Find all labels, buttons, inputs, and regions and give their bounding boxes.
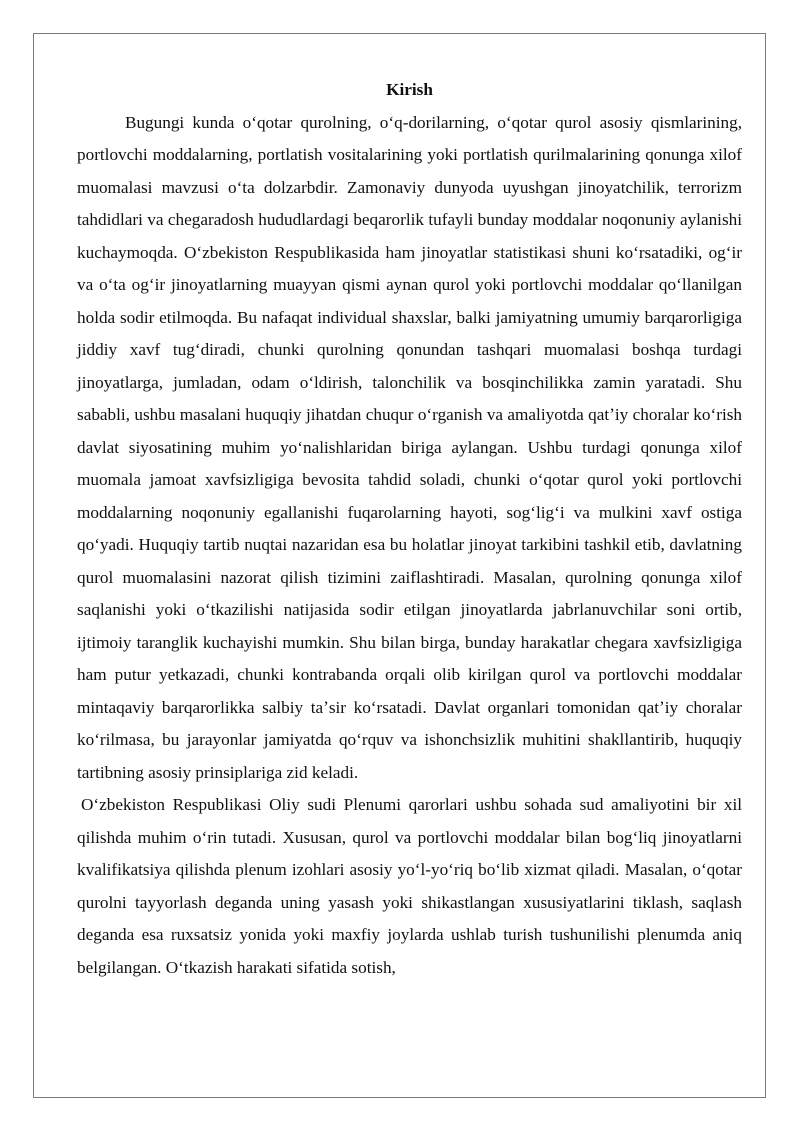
document-body	[77, 74, 742, 984]
section-heading: Kirish	[386, 80, 433, 99]
paragraph-1: Bugungi kunda oʻqotar qurolning, oʻq-dorilarning, oʻqotar qurol asosiy qismlarining, portlovchi moddalarning, portlatish vositalarining yoki portlatish qurilmalarining qonunga xilof muomalasi mavzusi oʻta dolzarbdir. Zamonaviy dunyoda uyushgan jinoyatchilik, terrorizm tahdidlari va chegaradosh hududlardagi beqarorlik tufayli bunday moddalar noqonuniy aylanishi kuchaymoqda. Oʻzbekiston Respublikasida ham jinoyatlar statistikasi shuni koʻrsatadiki, ogʻir va oʻta ogʻir jinoyatlarning muayyan qismi aynan qurol yoki portlovchi moddalar qoʻllanilgan holda sodir etilmoqda. Bu nafaqat individual shaxslar, balki jamiyatning umumiy barqarorligiga jiddiy xavf tugʻdiradi, chunki qurolning qonundan tashqari muomalasi boshqa turdagi jinoyatlarga, jumladan, odam oʻldirish, talonchilik va bosqinchilikka zamin yaratadi. Shu sababli, ushbu masalani huquqiy jihatdan chuqur oʻrganish va amaliyotda qatʼiy choralar koʻrish davlat siyosatining muhim yoʻnalishlaridan biriga aylangan. Ushbu turdagi qonunga xilof muomala jamoat xavfsizligiga bevosita tahdid soladi, chunki oʻqotar qurol yoki portlovchi moddalarning noqonuniy egallanishi fuqarolarning hayoti, sogʻligʻi va mulkini xavf ostiga qoʻyadi. Huquqiy tartib nuqtai nazaridan esa bu holatlar jinoyat tarkibini tashkil etib, davlatning qurol muomalasini nazorat qilish tizimini zaiflashtiradi. Masalan, qurolning qonunga xilof saqlanishi yoki oʻtkazilishi natijasida sodir etilgan jinoyatlarda jabrlanuvchilar soni ortib, ijtimoiy taranglik kuchayishi mumkin. Shu bilan birga, bunday harakatlar chegara xavfsizligiga ham putur yetkazadi, chunki kontrabanda orqali olib kirilgan qurol va portlovchi moddalar mintaqaviy barqarorlikka salbiy taʼsir koʻrsatadi. Davlat organlari tomonidan qatʼiy choralar koʻrilmasa, bu jarayonlar jamiyatda qoʻrquv va ishonchsizlik muhitini shakllantirib, huquqiy tartibning asosiy prinsiplariga zid keladi.	[77, 112, 742, 782]
paragraph-2: Oʻzbekiston Respublikasi Oliy sudi Plenumi qarorlari ushbu sohada sud amaliyotini bir xil qilishda muhim oʻrin tutadi. Xususan, qurol va portlovchi moddalar bilan bogʻliq jinoyatlarni kvalifikatsiya qilishda plenum izohlari asosiy yoʻl-yoʻriq boʻlib xizmat qiladi. Masalan, oʻqotar qurolni tayyorlash deganda uning yasash yoki shikastlangan xususiyatlarini tiklash, saqlash deganda esa ruxsatsiz yonida yoki maxfiy joylarda ushlab turish tushunilishi plenumda aniq belgilangan. Oʻtkazish harakati sifatida sotish,	[77, 795, 742, 977]
